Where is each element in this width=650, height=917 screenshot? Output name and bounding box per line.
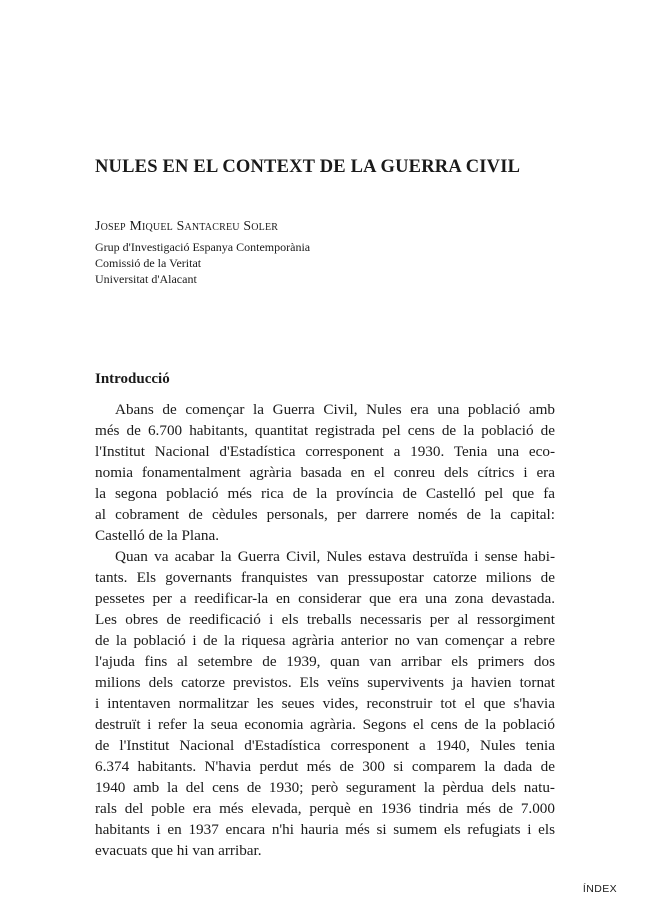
- text-line: l'Institut Nacional d'Estadística corresponent a 1930. Tenia una eco-: [95, 443, 555, 460]
- author-name: Josep Miquel Santacreu Soler: [95, 218, 279, 233]
- text-line: i intentaven normalitzar les seues vides, reconstruir tot el que s'havia: [95, 695, 555, 712]
- text-line: nomia fonamentalment agrària basada en el conreu dels cítrics i era: [95, 464, 555, 481]
- text-line: Quan va acabar la Guerra Civil, Nules estava destruïda i sense habi-: [115, 548, 555, 565]
- article-title: NULES EN EL CONTEXT DE LA GUERRA CIVIL: [95, 157, 521, 177]
- text-line: rals del poble era més elevada, perquè en 1936 tindria més de 7.000: [95, 800, 555, 817]
- affiliation-truth-commission: Comissió de la Veritat: [95, 256, 202, 270]
- affiliation-research-group: Grup d'Investigació Espanya Contemporània: [95, 240, 311, 254]
- paragraph-2: [95, 546, 555, 861]
- text-line: tants. Els governants franquistes van pressupostar catorze milions de: [95, 569, 555, 586]
- text-line: 1940 amb la del cens de 1930; però segurament la pèrdua dels natu-: [95, 779, 555, 796]
- text-line: pessetes per a reedificar-la en considerar que era una zona devastada.: [95, 590, 555, 607]
- index-link[interactable]: ÍNDEX: [582, 883, 617, 895]
- text-line: destruït i refer la seua economia agrària. Segons el cens de la població: [95, 716, 555, 733]
- paragraph-1: [95, 399, 555, 546]
- text-line: la segona població més rica de la província de Castelló pel que fa: [95, 485, 555, 502]
- text-line: de la població i de la riquesa agrària anterior no van començar a rebre: [95, 632, 555, 649]
- text-line: l'ajuda fins al setembre de 1939, quan van arribar els primers dos: [95, 653, 555, 670]
- text-line: més de 6.700 habitants, quantitat registrada pel cens de la població de: [95, 422, 555, 439]
- text-line: Castelló de la Plana.: [95, 527, 219, 544]
- author-block: [95, 217, 495, 287]
- text-line: de l'Institut Nacional d'Estadística corresponent a 1940, Nules tenia: [95, 737, 555, 754]
- text-line: milions dels catorze previstos. Els veïns supervivents ja havien tornat: [95, 674, 555, 691]
- body-text: [95, 399, 555, 861]
- text-line: Les obres de reedificació i els treballs necessaris per al ressorgiment: [95, 611, 555, 628]
- text-line: 6.374 habitants. N'havia perdut més de 300 si comparem la dada de: [95, 758, 555, 775]
- section-heading: Introducció: [95, 371, 170, 387]
- text-line: evacuats que hi van arribar.: [95, 842, 262, 859]
- text-line: habitants i en 1937 encara n'hi hauria més si sumem els refugiats i els: [95, 821, 555, 838]
- text-line: al cobrament de cèdules personals, per darrere només de la capital:: [95, 506, 555, 523]
- text-line: Abans de començar la Guerra Civil, Nules era una població amb: [115, 401, 555, 418]
- affiliation-university: Universitat d'Alacant: [95, 272, 197, 286]
